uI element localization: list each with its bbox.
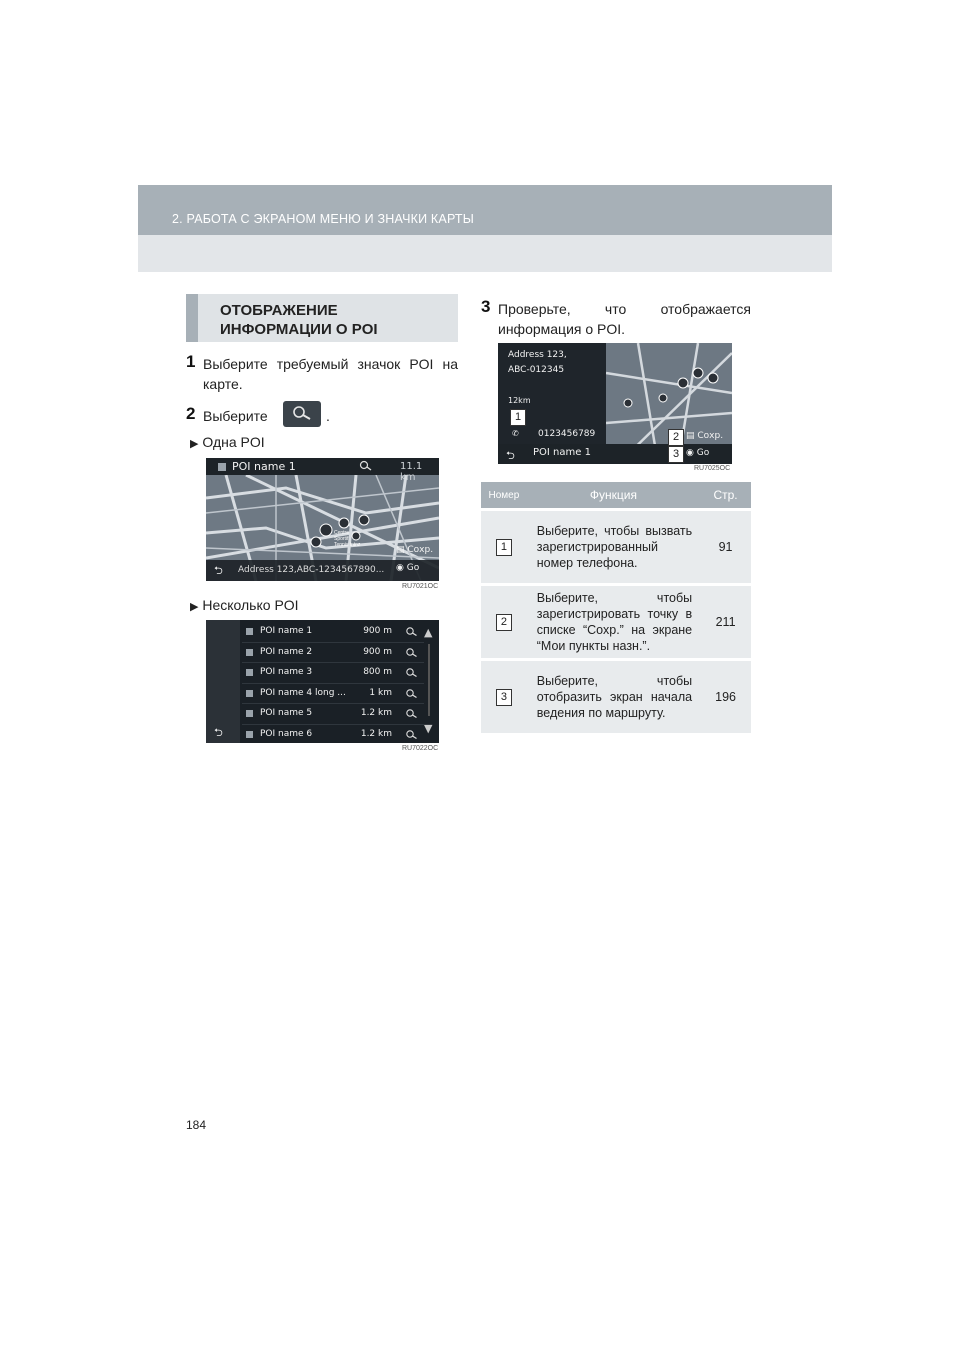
table-row — [481, 660, 751, 734]
poi-name: POI name 3 — [260, 667, 313, 677]
screen-poi-info — [498, 343, 732, 464]
header-function: Функция — [527, 482, 700, 510]
poi-category-icon — [246, 731, 253, 738]
step-2-number: 2 — [186, 404, 196, 423]
list-item[interactable] — [242, 622, 424, 643]
triangle-right-icon: ▶ — [190, 438, 199, 450]
figure-code: RU7025OC — [694, 465, 731, 472]
step-2-text: Выберите — [203, 408, 268, 424]
row-page: 211 — [700, 585, 751, 660]
search-icon[interactable] — [404, 647, 418, 659]
map-label: Tennis intnz — [334, 542, 361, 548]
list-item[interactable] — [242, 663, 424, 684]
save-icon: ▤ — [686, 431, 695, 441]
poi-name: POI name 1 — [260, 626, 313, 636]
triangle-right-icon: ▶ — [190, 601, 199, 613]
phone-number[interactable]: 0123456789 — [538, 429, 596, 439]
figure-code: RU7022OC — [402, 745, 439, 752]
list-item[interactable] — [242, 684, 424, 705]
save-label: Сохр. — [407, 545, 434, 555]
variant-multiple-text: Несколько POI — [202, 597, 299, 613]
scroll-up-icon[interactable]: ▲ — [424, 626, 433, 639]
poi-category-icon — [218, 463, 226, 471]
row-number: 3 — [496, 689, 512, 706]
search-icon[interactable] — [404, 688, 418, 700]
go-button[interactable] — [686, 448, 709, 458]
map-view — [498, 343, 732, 464]
poi-category-icon — [246, 649, 253, 656]
address-line-1: Address 123, — [508, 350, 567, 360]
phone-icon[interactable]: ✆ — [512, 429, 519, 438]
row-function: Выберите, чтобы отобразить экран начала ведения по маршруту. — [527, 660, 700, 734]
go-label: Go — [406, 563, 420, 573]
page-number: 184 — [186, 1118, 207, 1132]
go-button[interactable] — [396, 563, 419, 573]
search-icon[interactable] — [404, 667, 418, 679]
list-item[interactable] — [242, 704, 424, 725]
header-number: Номер — [481, 482, 527, 510]
header-page: Стр. — [700, 482, 751, 510]
poi-distance: 1 km — [369, 687, 392, 698]
step-2-suffix: . — [326, 408, 330, 424]
back-icon[interactable]: ⮌ — [214, 726, 223, 739]
poi-category-icon — [246, 690, 253, 697]
address-line-2: ABC-012345 — [508, 365, 565, 375]
search-icon[interactable] — [404, 729, 418, 741]
row-number-cell — [481, 660, 527, 734]
scroll-down-icon[interactable]: ▼ — [424, 722, 433, 735]
poi-name: POI name 1 — [232, 460, 296, 473]
header-bar — [138, 185, 832, 235]
search-icon — [283, 401, 321, 427]
step-1-number: 1 — [186, 352, 196, 371]
go-label: Go — [696, 448, 710, 458]
poi-name: POI name 4 long ... — [260, 687, 346, 698]
poi-category-icon — [246, 669, 253, 676]
section-accent-bar — [186, 294, 198, 342]
callout-2: 2 — [668, 429, 684, 446]
row-function: Выберите, чтобы зарегистрировать точку в списке “Сохр.” на экране “Мои пункты назн.”. — [527, 585, 700, 660]
section-title: ОТОБРАЖЕНИЕ ИНФОРМАЦИИ О POI — [220, 302, 378, 338]
list-item[interactable] — [242, 643, 424, 664]
row-function: Выберите, чтобы вызвать зарегистрированный номер телефона. — [527, 510, 700, 585]
step-3-number: 3 — [481, 297, 491, 316]
step-3-text: Проверьте, что отображается информация о POI. — [498, 301, 751, 337]
map-labels — [334, 530, 360, 548]
list-left-panel — [206, 620, 240, 743]
save-button[interactable] — [686, 431, 723, 441]
table-row — [481, 585, 751, 660]
screen-single-poi — [206, 458, 439, 581]
poi-distance: 11.1 km — [400, 461, 423, 483]
callout-3: 3 — [668, 446, 684, 463]
figure-code: RU7021OC — [402, 583, 439, 590]
variant-single-label — [190, 432, 265, 454]
table-header-row — [481, 482, 751, 510]
map-label: Centre — [334, 530, 350, 536]
search-button-glyph — [283, 401, 321, 427]
search-icon[interactable] — [404, 708, 418, 720]
row-number-cell — [481, 585, 527, 660]
step-1-text: Выберите требуемый значок POI на карте. — [203, 356, 458, 392]
function-table — [481, 482, 751, 733]
poi-category-icon — [246, 628, 253, 635]
header-subbar — [138, 235, 832, 272]
variant-single-text: Одна POI — [202, 434, 265, 450]
back-icon[interactable]: ⮌ — [506, 449, 515, 462]
poi-name: POI name 5 — [260, 708, 313, 718]
row-number: 2 — [496, 614, 512, 631]
row-page: 196 — [700, 660, 751, 734]
scrollbar[interactable] — [428, 644, 430, 716]
poi-distance: 900 m — [363, 646, 392, 657]
row-number: 1 — [496, 539, 512, 556]
save-icon: ▤ — [396, 545, 405, 555]
poi-name: POI name 2 — [260, 646, 313, 657]
distance: 12km — [508, 396, 531, 405]
search-icon[interactable] — [358, 460, 372, 472]
navigation-icon: ◉ — [396, 563, 404, 573]
callout-1: 1 — [510, 409, 526, 426]
navigation-icon: ◉ — [686, 448, 694, 458]
row-page: 91 — [700, 510, 751, 585]
variant-multiple-label — [190, 595, 299, 617]
search-icon[interactable] — [404, 626, 418, 638]
poi-name: POI name 1 — [533, 447, 591, 458]
poi-distance: 1.2 km — [360, 708, 392, 718]
save-label: Сохр. — [697, 431, 724, 441]
list-item[interactable] — [242, 725, 424, 744]
row-number-cell — [481, 510, 527, 585]
poi-distance: 800 m — [363, 667, 392, 677]
chapter-title: 2. РАБОТА С ЭКРАНОМ МЕНЮ И ЗНАЧКИ КАРТЫ — [172, 212, 475, 226]
poi-category-icon — [246, 710, 253, 717]
poi-distance: 1.2 km — [360, 728, 392, 739]
poi-distance: 900 m — [363, 626, 392, 636]
save-button[interactable] — [396, 545, 433, 555]
poi-name: POI name 6 — [260, 728, 313, 739]
table-row — [481, 510, 751, 585]
address-text: Address 123,ABC-1234567890... — [238, 565, 385, 575]
map-label: Sportif — [334, 536, 349, 542]
back-icon[interactable]: ⮌ — [214, 564, 223, 577]
screen-multiple-poi — [206, 620, 439, 743]
